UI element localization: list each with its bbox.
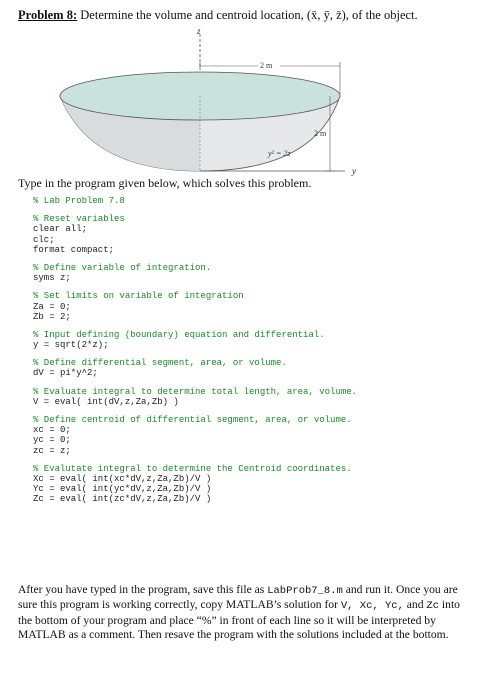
code-line: Yc = eval( int(yc*dV,z,Za,Zb)/V ) xyxy=(33,484,212,495)
code-line: dV = pi*y^2; xyxy=(33,368,98,379)
code-comment-line: % Lab Problem 7.8 xyxy=(33,196,125,206)
problem-label: Problem 8: xyxy=(18,8,78,22)
code-block-gap xyxy=(33,407,473,415)
problem-statement xyxy=(18,7,468,23)
boundary-equation: y² = 2z xyxy=(268,149,291,158)
intro-text: Type in the program given below, which solves this problem. xyxy=(18,176,312,190)
instructions-part-4: into the bottom of your program and place “%” in front of each line so it will be interpreted by MATLAB as a comment. Then resave the program with the solutions included at the bottom. xyxy=(18,598,460,641)
code-comment-line: % Input defining (boundary) equation and differential. xyxy=(33,329,325,340)
code-line: zc = z; xyxy=(33,445,71,456)
code-line: Zb = 2; xyxy=(33,311,71,322)
matlab-code-listing xyxy=(33,196,473,505)
code-comment-line: % Define centroid of differential segment, area, or volume. xyxy=(33,415,352,425)
code-line: syms z; xyxy=(33,273,71,284)
code-line: format compact; xyxy=(33,244,115,255)
code-line: Zc = eval( int(zc*dV,z,Za,Zb)/V ) xyxy=(33,494,212,505)
code-line: xc = 0; xyxy=(33,425,71,436)
code-line: yc = 0; xyxy=(33,435,71,446)
code-line: Za = 0; xyxy=(33,301,71,312)
instructions-part-2: and run it. Once you are sure this program is working correctly, copy MATLAB’s solution for xyxy=(18,583,458,612)
problem-text: Determine the volume and centroid location, (x̄, ȳ, z̄), of the object. xyxy=(80,8,418,22)
instructions-part-1: After you have typed in the program, save this file as xyxy=(18,583,268,596)
paraboloid-figure xyxy=(0,26,480,176)
code-block-gap xyxy=(33,255,473,263)
code-line: V = eval( int(dV,z,Za,Zb) ) xyxy=(33,396,179,407)
code-block-gap xyxy=(33,456,473,464)
code-comment-line: % Define variable of integration. xyxy=(33,262,212,273)
code-line: clc; xyxy=(33,234,55,245)
variable-zc: Zc xyxy=(426,600,440,613)
code-block-gap xyxy=(33,322,473,330)
instructions-paragraph xyxy=(18,583,463,642)
code-comment-line: % Evaluate integral to determine total length, area, volume. xyxy=(33,386,358,397)
code-comment-line: % Define differential segment, area, or volume. xyxy=(33,358,287,369)
code-comment-line: % Evalutate integral to determine the Centroid coordinates. xyxy=(33,463,352,474)
z-axis-label: z xyxy=(197,26,201,36)
code-line: clear all; xyxy=(33,224,88,235)
code-comment-line: % Reset variables xyxy=(33,214,125,225)
y-axis-label: y xyxy=(352,166,356,176)
dim-side-label: 2 m xyxy=(314,129,327,138)
instructions-part-3: and xyxy=(403,598,427,612)
variable-list: V, Xc, Yc, xyxy=(340,600,404,613)
dim-top-label: 2 m xyxy=(260,61,273,70)
code-line: Xc = eval( int(xc*dV,z,Za,Zb)/V ) xyxy=(33,473,212,484)
filename: LabProb7_8.m xyxy=(267,585,343,597)
code-block-gap xyxy=(33,206,473,214)
code-block-gap xyxy=(33,350,473,358)
code-line: y = sqrt(2*z); xyxy=(33,340,109,351)
code-comment-line: % Set limits on variable of integration xyxy=(33,291,244,302)
code-block-gap xyxy=(33,379,473,387)
code-block-gap xyxy=(33,283,473,291)
